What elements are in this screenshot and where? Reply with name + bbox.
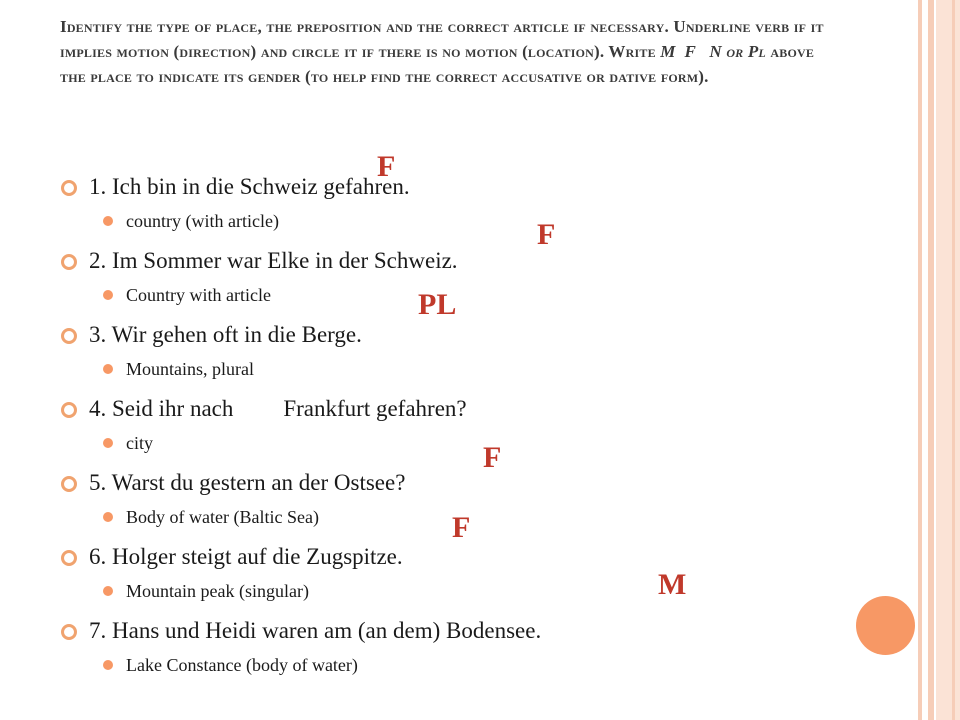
- exercise-sentence: [60, 172, 880, 210]
- decor-stripe: [928, 0, 934, 720]
- note-text: country (with article): [126, 211, 279, 231]
- dot-bullet-icon: [103, 660, 113, 670]
- decor-stripe: [918, 0, 922, 720]
- dot-bullet-icon: [103, 586, 113, 596]
- ring-bullet-icon: [61, 254, 77, 270]
- gender-mark-zugspitze: F: [452, 511, 471, 544]
- exercise-note: [60, 654, 880, 690]
- gender-mark-schweiz-2: F: [537, 218, 556, 251]
- note-text: Mountain peak (singular): [126, 581, 309, 601]
- sentence-text: 3. Wir gehen oft in die Berge.: [89, 322, 362, 347]
- gender-mark-bodensee: M: [658, 568, 687, 601]
- exercise-note: [60, 580, 880, 616]
- title-pl: Pl: [747, 42, 766, 61]
- gender-mark-ostsee: F: [483, 441, 502, 474]
- exercise-note: [60, 284, 880, 320]
- ring-bullet-icon: [61, 180, 77, 196]
- decor-stripe: [952, 0, 955, 720]
- exercise-sentence: [60, 320, 880, 358]
- gender-mark-schweiz: F: [377, 150, 396, 183]
- note-text: Body of water (Baltic Sea): [126, 507, 319, 527]
- gender-mark-berge: PL: [418, 288, 457, 321]
- title-text-1: Identify the type of place, the preposition and the correct article if necessary. Underline verb if it implies motion (direction) and circle it if there is no motion (location). Write: [60, 17, 824, 61]
- dot-bullet-icon: [103, 216, 113, 226]
- title-m: M: [660, 42, 676, 61]
- exercise-list: [60, 172, 880, 690]
- sentence-text: 1. Ich bin in die Schweiz gefahren.: [89, 174, 410, 199]
- dot-bullet-icon: [103, 290, 113, 300]
- ring-bullet-icon: [61, 476, 77, 492]
- exercise-note: [60, 432, 880, 468]
- exercise-sentence: [60, 542, 880, 580]
- note-text: Lake Constance (body of water): [126, 655, 358, 675]
- ring-bullet-icon: [61, 402, 77, 418]
- sentence-text: 2. Im Sommer war Elke in der Schweiz.: [89, 248, 458, 273]
- note-text: Country with article: [126, 285, 271, 305]
- note-text: Mountains, plural: [126, 359, 254, 379]
- dot-bullet-icon: [103, 512, 113, 522]
- exercise-sentence: [60, 616, 880, 654]
- sentence-text-a: 4. Seid ihr nach: [89, 396, 234, 421]
- exercise-sentence: [60, 394, 880, 432]
- sentence-text-b: Frankfurt gefahren?: [283, 396, 467, 421]
- exercise-sentence: [60, 468, 880, 506]
- sentence-text: 5. Warst du gestern an der Ostsee?: [89, 470, 406, 495]
- ring-bullet-icon: [61, 328, 77, 344]
- dot-bullet-icon: [103, 364, 113, 374]
- exercise-sentence: [60, 246, 880, 284]
- exercise-note: [60, 210, 880, 246]
- decor-stripe: [936, 0, 960, 720]
- title-f: F: [684, 42, 697, 61]
- title-text-2: above the place to indicate its gender (to help find the correct accusative or dative form).: [60, 42, 815, 86]
- title-or: or: [726, 42, 744, 61]
- dot-bullet-icon: [103, 438, 113, 448]
- ring-bullet-icon: [61, 550, 77, 566]
- ring-bullet-icon: [61, 624, 77, 640]
- exercise-note: [60, 358, 880, 394]
- sentence-text: 7. Hans und Heidi waren am (an dem) Bodensee.: [89, 618, 542, 643]
- title-n: N: [709, 42, 722, 61]
- note-text: city: [126, 433, 153, 453]
- slide-title: [60, 14, 830, 89]
- sentence-text: 6. Holger steigt auf die Zugspitze.: [89, 544, 403, 569]
